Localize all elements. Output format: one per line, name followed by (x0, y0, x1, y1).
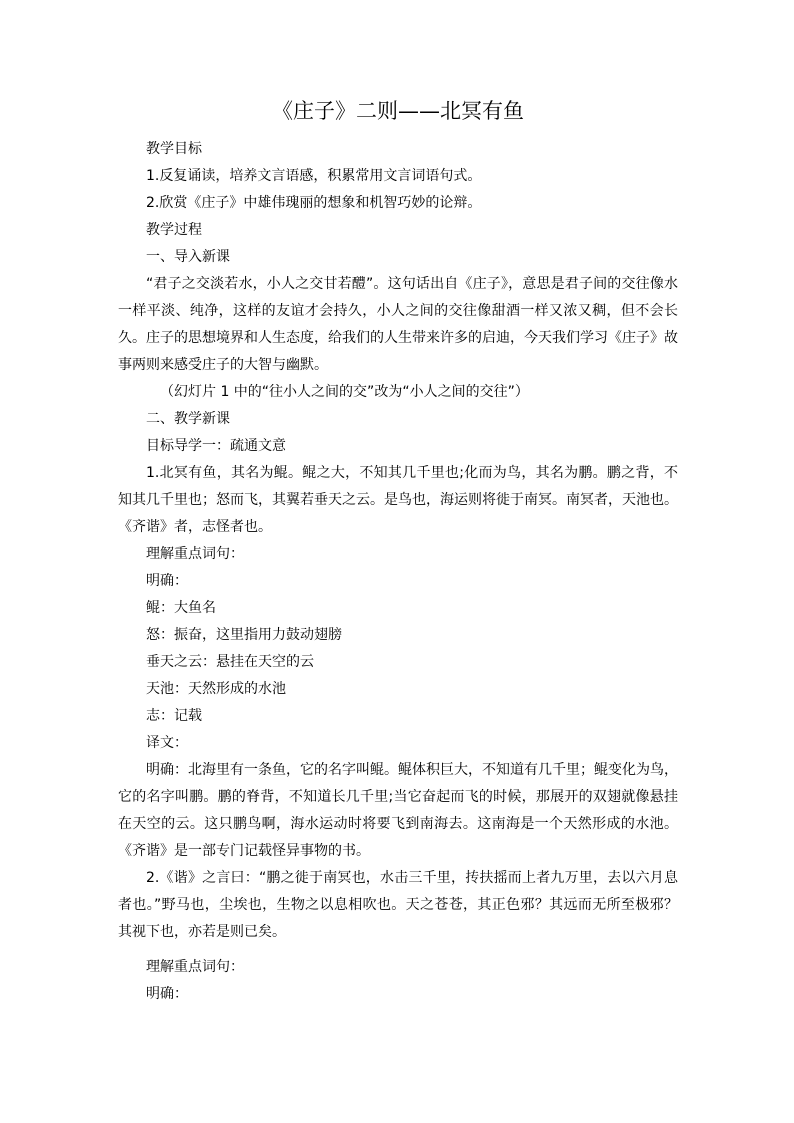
heading-teaching-goals: 教学目标 (146, 141, 202, 157)
vocab-item-kun: 鲲：大鱼名 (146, 600, 216, 616)
page-title: 《庄子》二则——北冥有鱼 (272, 99, 524, 123)
intro-paragraph: “君子之交淡若水，小人之交甘若醴”。这句话出自《庄子》，意思是君子间的交往像水一样平淡、纯净，这样的友谊才会持久，小人之间的交往像甜酒一样又浓又稠，但不会长久。庄子的思想境界和人生态度，给我们的人生带来许多的启迪，今天我们学习《庄子》故事两则来感受庄子的大智与幽默。 (118, 276, 678, 373)
vocab-item-chuitian: 垂天之云：悬挂在天空的云 (146, 654, 314, 670)
heading-teaching-process: 教学过程 (146, 222, 202, 238)
vocab-clarify-2: 明确： (146, 986, 188, 1002)
vocab-item-tianchi: 天池：天然形成的水池 (146, 681, 286, 697)
heading-intro: 一、导入新课 (146, 249, 230, 265)
document-body (118, 96, 678, 1008)
classical-text-1: 1.北冥有鱼，其名为鲲。鲲之大，不知其几千里也;化而为鸟，其名为鹏。鹏之背，不知其几千里也；怒而飞，其翼若垂天之云。是鸟也，海运则将徙于南冥。南冥者，天池也。《齐谐》者，志怪者也。 (118, 465, 678, 535)
goal-item-1: 1.反复诵读，培养文言语感，积累常用文言词语句式。 (146, 168, 482, 184)
goal-item-2: 2.欣赏《庄子》中雄伟瑰丽的想象和机智巧妙的论辩。 (146, 195, 482, 211)
vocab-item-zhi: 志：记载 (146, 708, 202, 724)
vocab-heading: 理解重点词句： (146, 546, 244, 562)
heading-new-lesson: 二、教学新课 (146, 411, 230, 427)
translation-heading: 译文： (146, 735, 188, 751)
vocab-item-nu: 怒：振奋，这里指用力鼓动翅膀 (146, 627, 342, 643)
translation-paragraph: 明确：北海里有一条鱼，它的名字叫鲲。鲲体积巨大，不知道有几千里；鲲变化为鸟，它的名字叫鹏。鹏的脊背，不知道长几千里;当它奋起而飞的时候，那展开的双翅就像悬挂在天空的云。这只鹏鸟啊，海水运动时将要飞到南海去。这南海是一个天然形成的水池。《齐谐》是一部专门记载怪异事物的书。 (118, 762, 678, 859)
vocab-clarify: 明确： (146, 573, 188, 589)
goal-guide-1: 目标导学一：疏通文意 (146, 438, 286, 454)
slide-note: （幻灯片 1 中的“往小人之间的交”改为“小人之间的交往”） (160, 384, 529, 400)
vocab-heading-2: 理解重点词句： (146, 959, 244, 975)
classical-text-2: 2.《谐》之言曰：“鹏之徙于南冥也，水击三千里，抟扶摇而上者九万里，去以六月息者也。”野马也，尘埃也，生物之以息相吹也。天之苍苍，其正色邪？其远而无所至极邪？其视下也，亦若是则已矣。 (118, 870, 678, 940)
